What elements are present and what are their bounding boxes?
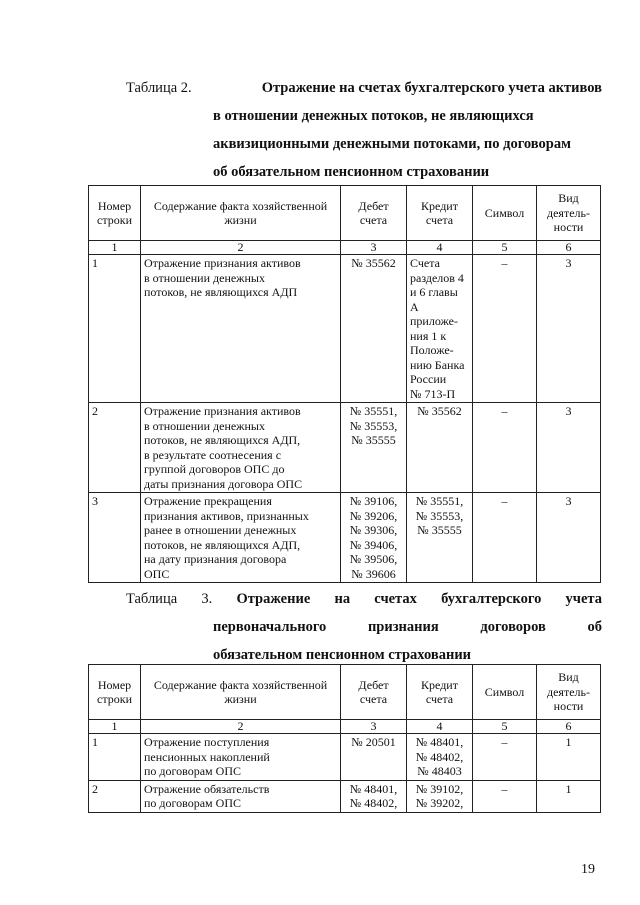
table-header-row: [89, 665, 601, 720]
row-symbol: –: [473, 403, 537, 493]
header-activity: Вид деятель-ности: [537, 186, 601, 241]
caption-title: в отношении денежных потоков, не являющихся: [213, 108, 534, 124]
caption-title: бухгалтерского: [441, 591, 542, 607]
row-symbol: –: [473, 255, 537, 403]
header-credit: Кредит счета: [407, 665, 473, 720]
header-symbol: Символ: [473, 186, 537, 241]
column-number: 5: [473, 720, 537, 734]
caption-title: об: [587, 619, 602, 635]
row-content: Отражение признания активов в отношении денежных потоков, не являющихся АДП: [141, 255, 341, 403]
caption-title: Отражение: [236, 591, 311, 607]
row-symbol: –: [473, 780, 537, 812]
column-number: 3: [341, 720, 407, 734]
header-debit: Дебет счета: [341, 186, 407, 241]
row-activity: 1: [537, 734, 601, 781]
caption-title: учета: [565, 591, 602, 607]
table-row: [89, 780, 601, 812]
row-number: 2: [89, 780, 141, 812]
header-content: Содержание факта хозяйственной жизни: [141, 665, 341, 720]
row-content: Отражение поступления пенсионных накоплений по договорам ОПС: [141, 734, 341, 781]
row-number: 1: [89, 255, 141, 403]
row-number: 1: [89, 734, 141, 781]
header-activity: Вид деятель-ности: [537, 665, 601, 720]
column-number: 3: [341, 241, 407, 255]
row-activity: 3: [537, 255, 601, 403]
table-header-row: [89, 186, 601, 241]
caption-line: [213, 102, 602, 130]
page-number: 19: [581, 862, 595, 877]
column-number: 2: [141, 720, 341, 734]
column-number: 5: [473, 241, 537, 255]
caption-line: [213, 613, 602, 641]
row-credit: № 35562: [407, 403, 473, 493]
header-symbol: Символ: [473, 665, 537, 720]
caption-title: аквизиционными денежными потоками, по договорам: [213, 136, 571, 152]
row-credit: № 35551, № 35553, № 35555: [407, 493, 473, 583]
row-content: Отражение обязательств по договорам ОПС: [141, 780, 341, 812]
column-number: 2: [141, 241, 341, 255]
caption-label: Таблица: [126, 591, 178, 607]
caption-label: Таблица 2.: [126, 80, 192, 96]
header-row-number: Номер строки: [89, 665, 141, 720]
column-number: 6: [537, 241, 601, 255]
row-number: 3: [89, 493, 141, 583]
table-2: [88, 185, 601, 583]
caption-title: обязательном пенсионном страховании: [213, 647, 472, 663]
row-debit: № 20501: [341, 734, 407, 781]
table-row: [89, 255, 601, 403]
row-debit: № 35551, № 35553, № 35555: [341, 403, 407, 493]
caption-line: [126, 74, 602, 102]
table-3: [88, 664, 601, 813]
column-number-row: [89, 720, 601, 734]
column-number: 6: [537, 720, 601, 734]
row-activity: 1: [537, 780, 601, 812]
caption-line: [126, 585, 602, 613]
caption-line: [213, 130, 602, 158]
row-symbol: –: [473, 493, 537, 583]
header-debit: Дебет счета: [341, 665, 407, 720]
row-credit: № 39102, № 39202,: [407, 780, 473, 812]
caption-label: 3.: [201, 591, 213, 607]
column-number: 1: [89, 720, 141, 734]
caption-title: об обязательном пенсионном страховании: [213, 164, 490, 180]
table-3-caption: [126, 585, 602, 669]
table-row: [89, 493, 601, 583]
row-symbol: –: [473, 734, 537, 781]
caption-title: договоров: [480, 619, 546, 635]
caption-line: [213, 158, 602, 186]
row-content: Отражение признания активов в отношении денежных потоков, не являющихся АДП, в результате соотнесения с группой договоров ОПС до даты признания договора ОПС: [141, 403, 341, 493]
column-number: 4: [407, 720, 473, 734]
table-row: [89, 403, 601, 493]
row-number: 2: [89, 403, 141, 493]
column-number: 1: [89, 241, 141, 255]
table-2-caption: [126, 74, 602, 186]
row-credit: Счета разделов 4 и 6 главы А приложе- ния 1 к Положе- нию Банка России № 713-П: [407, 255, 473, 403]
row-debit: № 35562: [341, 255, 407, 403]
header-row-number: Номер строки: [89, 186, 141, 241]
table-row: [89, 734, 601, 781]
header-credit: Кредит счета: [407, 186, 473, 241]
caption-title: признания: [367, 619, 439, 635]
row-activity: 3: [537, 403, 601, 493]
row-debit: № 39106, № 39206, № 39306, № 39406, № 39506, № 39606: [341, 493, 407, 583]
row-debit: № 48401, № 48402,: [341, 780, 407, 812]
row-content: Отражение прекращения признания активов, признанных ранее в отношении денежных потоков, не являющихся АДП, на дату признания договора ОПС: [141, 493, 341, 583]
caption-title: первоначального: [213, 619, 327, 635]
column-number-row: [89, 241, 601, 255]
caption-title: счетах: [374, 591, 417, 607]
caption-title: Отражение на счетах бухгалтерского учета активов: [261, 80, 602, 96]
column-number: 4: [407, 241, 473, 255]
caption-title: на: [334, 591, 351, 607]
row-activity: 3: [537, 493, 601, 583]
header-content: Содержание факта хозяйственной жизни: [141, 186, 341, 241]
row-credit: № 48401, № 48402, № 48403: [407, 734, 473, 781]
